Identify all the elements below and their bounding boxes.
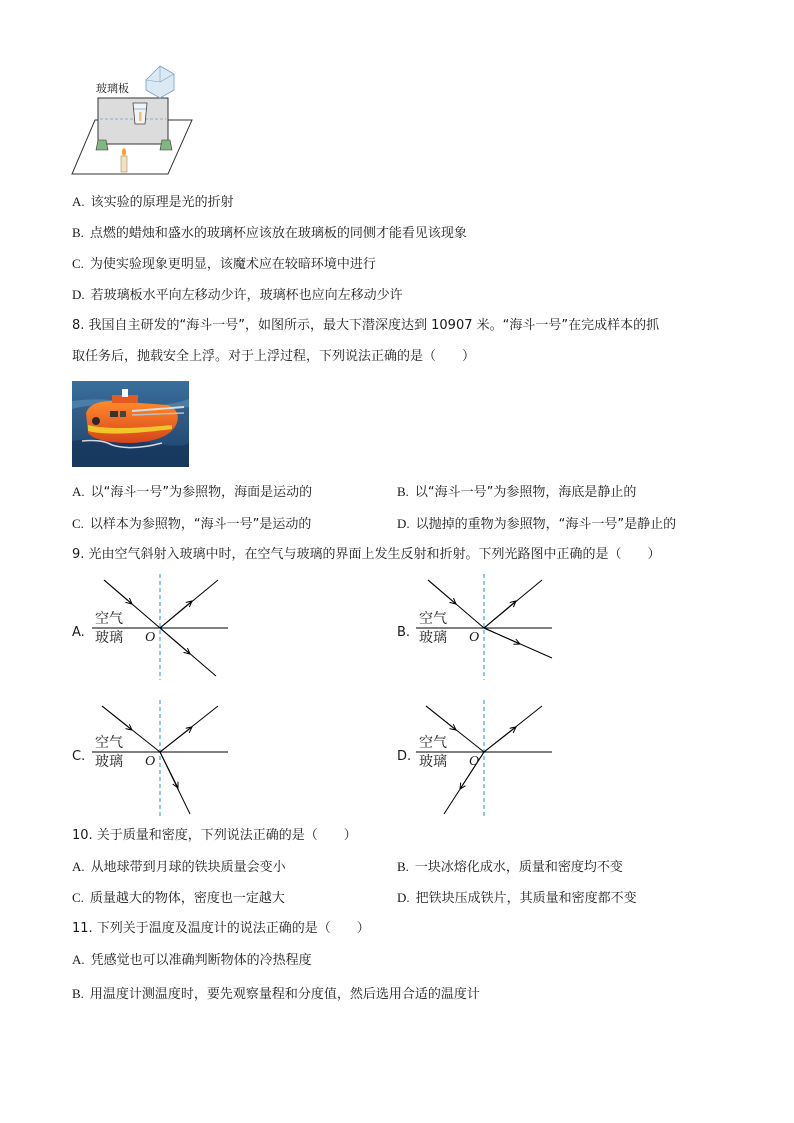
option-text: 质量越大的物体，密度也一定越大 (89, 891, 285, 906)
diagram-b-origin-label: O (469, 630, 480, 645)
option-text: 把铁块压成铁片，其质量和密度都不变 (415, 891, 637, 906)
option-letter: C. (72, 516, 84, 531)
option-letter: B. (397, 484, 409, 499)
q10-stem: 10. 关于质量和密度，下列说法正确的是（ ） (72, 828, 357, 843)
q10-option-d[interactable] (397, 890, 637, 907)
option-letter: C. (72, 890, 84, 905)
diagram-a-origin-label: O (145, 630, 156, 645)
diagram-d-glass-label: 玻璃 (419, 754, 447, 770)
option-text: 以抛掉的重物为参照物，“海斗一号”是静止的 (415, 517, 677, 532)
option-letter: A. (72, 484, 85, 499)
submarine-photo (72, 381, 189, 467)
q10-option-a[interactable] (72, 859, 286, 876)
option-text: 以样本为参照物，“海斗一号”是运动的 (89, 517, 312, 532)
q8-stem-line-1: 8. 我国自主研发的“海斗一号”，如图所示，最大下潜深度达到 10907 米。“海斗一号”在完成样本的抓 (72, 318, 660, 333)
diagram-d-letter: D. (397, 749, 412, 764)
q8-option-d[interactable] (397, 516, 676, 533)
q7-option-a[interactable] (72, 194, 234, 211)
q7-option-c[interactable] (72, 256, 376, 273)
option-letter: B. (72, 225, 84, 240)
diagram-c-origin-label: O (145, 754, 156, 769)
option-letter: B. (397, 859, 409, 874)
q11-stem: 11. 下列关于温度及温度计的说法正确的是（ ） (72, 921, 370, 936)
option-letter: A. (72, 194, 85, 209)
option-letter: D. (397, 516, 410, 531)
q8-option-a[interactable] (72, 484, 312, 501)
diagram-b-air-label: 空气 (419, 611, 447, 627)
option-letter: A. (72, 859, 85, 874)
q8-stem-line-2: 取任务后，抛载安全上浮。对于上浮过程，下列说法正确的是（ ） (72, 349, 476, 364)
option-text: 为使实验现象更明显，该魔术应在较暗环境中进行 (89, 257, 376, 272)
diagram-d-air-label: 空气 (419, 735, 447, 751)
diagram-c-air-label: 空气 (95, 735, 123, 751)
q10-option-b[interactable] (397, 859, 623, 876)
option-text: 凭感觉也可以准确判断物体的冷热程度 (90, 953, 312, 968)
option-letter: C. (72, 256, 84, 271)
option-text: 一块冰熔化成水，质量和密度均不变 (414, 860, 623, 875)
diagram-b-letter: B. (397, 625, 411, 640)
option-text: 以“海斗一号”为参照物，海面是运动的 (90, 485, 313, 500)
option-letter: D. (397, 890, 410, 905)
option-letter: A. (72, 952, 85, 967)
option-text: 用温度计测温度时，要先观察量程和分度值，然后选用合适的温度计 (89, 987, 480, 1002)
diagram-b-glass-label: 玻璃 (419, 630, 447, 646)
option-text: 点燃的蜡烛和盛水的玻璃杯应该放在玻璃板的同侧才能看见该现象 (89, 226, 467, 241)
diagram-c-letter: C. (72, 749, 86, 764)
q11-option-b[interactable] (72, 986, 480, 1003)
q8-option-c[interactable] (72, 516, 311, 533)
diagram-a-glass-label: 玻璃 (95, 630, 123, 646)
option-letter: D. (72, 287, 85, 302)
q7-option-d[interactable] (72, 287, 403, 304)
diagram-c-glass-label: 玻璃 (95, 754, 123, 770)
q8-option-b[interactable] (397, 484, 636, 501)
option-text: 若玻璃板水平向左移动少许，玻璃杯也应向左移动少许 (90, 288, 403, 303)
diagram-a-air-label: 空气 (95, 611, 123, 627)
q9-stem: 9. 光由空气斜射入玻璃中时，在空气与玻璃的界面上发生反射和折射。下列光路图中正确的是（ ） (72, 547, 661, 562)
q11-option-a[interactable] (72, 952, 312, 969)
option-text: 以“海斗一号”为参照物，海底是静止的 (414, 485, 637, 500)
option-text: 该实验的原理是光的折射 (90, 195, 234, 210)
diagram-d-origin-label: O (469, 754, 480, 769)
option-letter: B. (72, 986, 84, 1001)
diagram-a-letter: A. (72, 625, 85, 640)
glass-plate-label: 玻璃板 (96, 82, 129, 95)
option-text: 从地球带到月球的铁块质量会变小 (90, 860, 286, 875)
glass-plate-setup-figure (70, 62, 200, 180)
q7-option-b[interactable] (72, 225, 467, 242)
q10-option-c[interactable] (72, 890, 285, 907)
